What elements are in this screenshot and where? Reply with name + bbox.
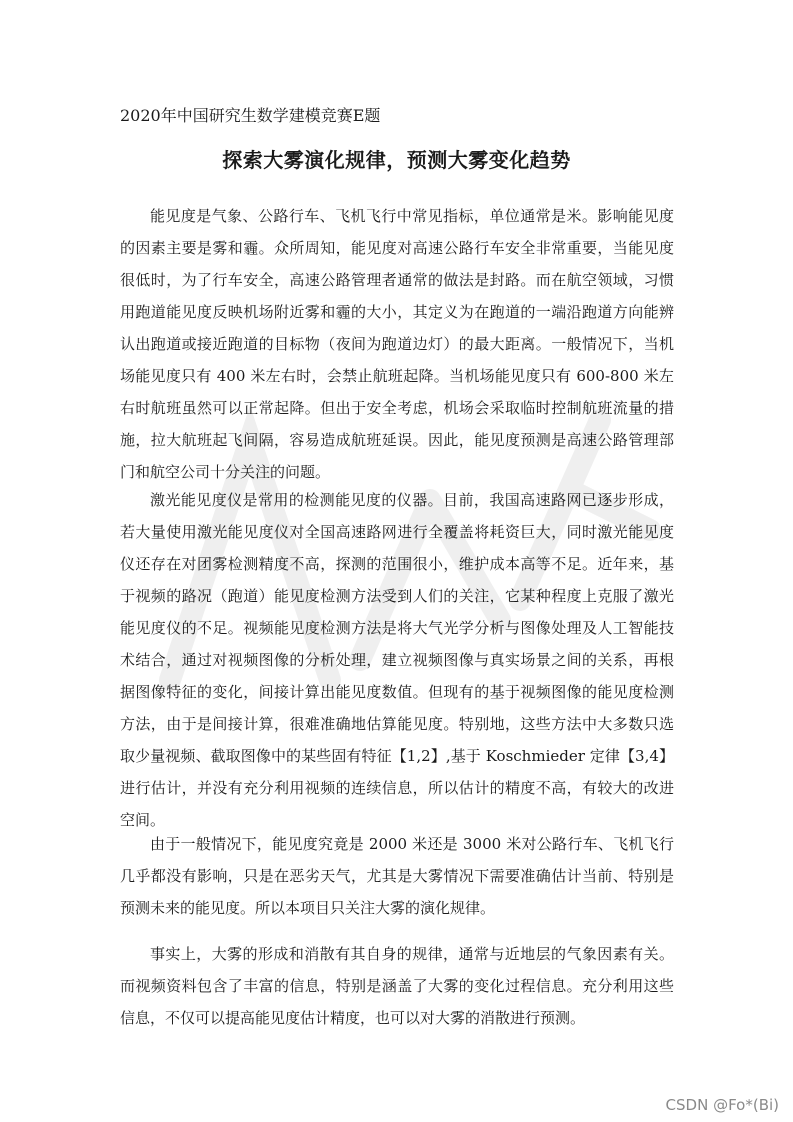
paragraph-fog-focus: 由于一般情况下，能见度究竟是 2000 米还是 3000 米对公路行车、飞机飞行几乎都没有影响，只是在恶劣天气，尤其是大雾情况下需要准确估计当前、特别是预测未来的能见度。所以本项目只关注大雾的演化规律。: [120, 835, 674, 917]
page-title: 探索大雾演化规律，预测大雾变化趋势: [222, 148, 571, 172]
paragraph-laser-instrument: 激光能见度仪是常用的检测能见度的仪器。目前，我国高速路网已逐步形成，若大量使用激光能见度仪对全国高速路网进行全覆盖将耗资巨大，同时激光能见度仪还存在对团雾检测精度不高，探测的范围很小，维护成本高等不足。近年来，基于视频的路况（跑道）能见度检测方法受到人们的关注，它某种程度上克服了激光能见度仪的不足。视频能见度检测方法是将大气光学分析与图像处理及人工智能技术结合，通过对视频图像的分析处理，建立视频图像与真实场景之间的关系，再根据图像特征的变化，间接计算出能见度数值。但现有的基于视频图像的能见度检测方法，由于是间接计算，很难准确地估算能见度。特别地，这些方法中大多数只选取少量视频、截取图像中的某些固有特征【1,2】,基于 Koschmieder 定律【3,4】进行估计，并没有充分利用视频的连续信息，所以估计的精度不高，有较大的改进空间。: [120, 491, 674, 829]
competition-subtitle: 2020年中国研究生数学建模竞赛E题: [120, 106, 381, 125]
footer-credit: CSDN @Fo*(Bi): [665, 1096, 779, 1114]
paragraph-fog-evolution: 事实上，大雾的形成和消散有其自身的规律，通常与近地层的气象因素有关。而视频资料包含了丰富的信息，特别是涵盖了大雾的变化过程信息。充分利用这些信息，不仅可以提高能见度估计精度，也可以对大雾的消散进行预测。: [120, 945, 674, 1027]
paragraph-visibility-intro: 能见度是气象、公路行车、飞机飞行中常见指标，单位通常是米。影响能见度的因素主要是雾和霾。众所周知，能见度对高速公路行车安全非常重要，当能见度很低时，为了行车安全，高速公路管理者通常的做法是封路。而在航空领域，习惯用跑道能见度反映机场附近雾和霾的大小，其定义为在跑道的一端沿跑道方向能辨认出跑道或接近跑道的目标物（夜间为跑道边灯）的最大距离。一般情况下，当机场能见度只有 400 米左右时，会禁止航班起降。当机场能见度只有 600-800 米左右时航班虽然可以正常起降。但出于安全考虑，机场会采取临时控制航班流量的措施，拉大航班起飞间隔，容易造成航班延误。因此，能见度预测是高速公路管理部门和航空公司十分关注的问题。: [120, 207, 674, 481]
